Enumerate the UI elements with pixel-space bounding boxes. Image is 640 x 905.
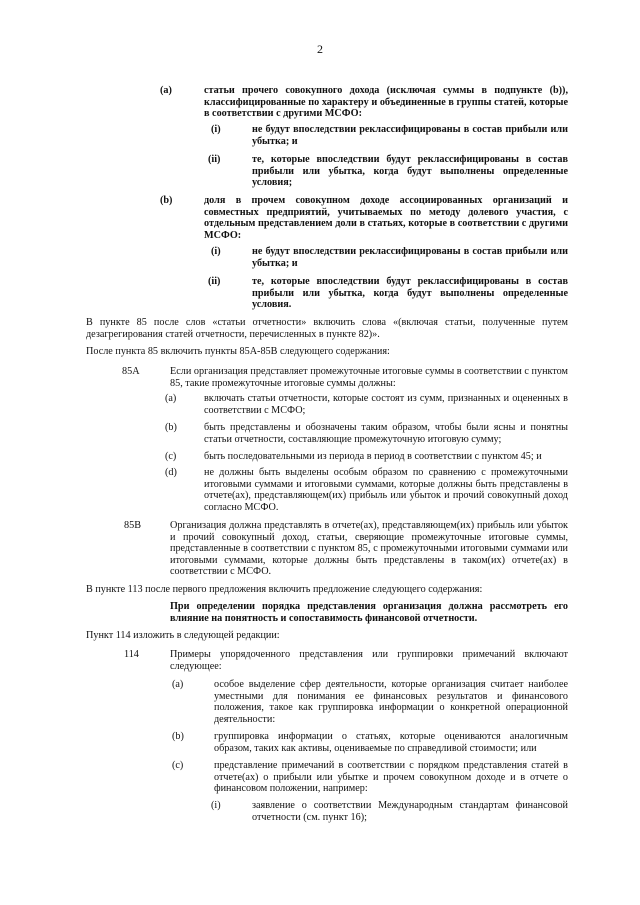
page-number: 2 bbox=[317, 42, 323, 56]
item-text: быть последовательными из периода в период в соответствии с пунктом 45; и bbox=[204, 451, 542, 462]
item-label: (i) bbox=[211, 246, 221, 257]
paragraph: Пункт 114 изложить в следующей редакции: bbox=[86, 630, 280, 641]
item-text: те, которые впоследствии будут реклассифицированы в состав прибыли или убытка, когда будут выполнены определенные условия; bbox=[252, 154, 568, 189]
item-text: не должны быть выделены особым образом по сравнению с промежуточными итоговыми суммами и итоговыми суммами, которые должны быть представлены в отчете(ах), представляющем(их) прибыль или убыток и прочий совокупный доход согласно МСФО. bbox=[204, 467, 568, 513]
item-label: (a) bbox=[165, 393, 177, 404]
item-label: (i) bbox=[211, 124, 221, 135]
item-text: не будут впоследствии реклассифицированы в состав прибыли или убытка; и bbox=[252, 246, 568, 269]
item-text: доля в прочем совокупном доходе ассоциированных организаций и совместных предприятий, учитываемых по методу долевого участия, с отдельным представлением доли в статьях, которые в соответствии с другими МСФО: bbox=[204, 195, 568, 241]
item-label: (d) bbox=[165, 467, 177, 478]
item-text: не будут впоследствии реклассифицированы в состав прибыли или убытка; и bbox=[252, 124, 568, 147]
item-text: заявление о соответствии Международным стандартам финансовой отчетности (см. пункт 16); bbox=[252, 800, 568, 823]
item-text: статьи прочего совокупного дохода (исключая суммы в подпункте (b)), классифицированные по характеру и объединенные в группы статей, которые в соответствии с другими МСФО: bbox=[204, 85, 568, 120]
item-label: (b) bbox=[165, 422, 177, 433]
item-text: быть представлены и обозначены таким образом, чтобы были ясны и понятны статьи отчетности, составляющие промежуточную итоговую сумму; bbox=[204, 422, 568, 445]
item-text: Организация должна представлять в отчете(ах), представляющем(их) прибыль или убыток и прочий совокупный доход, статьи, сверяющие промежуточные итоговые суммы, представленные в соответствии с пунктом 85, с промежуточными итоговыми суммами или итоговыми суммами, которые должны быть представлены в таком(их) отчете(ах) в соответствии с МСФО. bbox=[170, 520, 568, 578]
inserted-sentence: При определении порядка представления организация должна рассмотреть его влияние на понятность и сопоставимость финансовой отчетности. bbox=[170, 601, 568, 624]
item-label: (b) bbox=[160, 195, 173, 206]
item-label: (c) bbox=[172, 760, 184, 771]
item-text: Если организация представляет промежуточные итоговые суммы в соответствии с пунктом 85, такие промежуточные итоговые суммы должны: bbox=[170, 366, 568, 389]
item-label: 85A bbox=[122, 366, 140, 377]
item-text: группировка информации о статьях, которые оцениваются аналогичным образом, таких как активы, оцениваемые по справедливой стоимости; или bbox=[214, 731, 568, 754]
item-text: особое выделение сфер деятельности, которые организация считает наиболее уместными для понимания ее финансовых результатов и финансового положения, такое как группировка информации о конкретной операционной деятельности: bbox=[214, 679, 568, 725]
paragraph: В пункте 113 после первого предложения включить предложение следующего содержания: bbox=[86, 584, 483, 595]
item-label: (a) bbox=[160, 85, 172, 96]
item-label: (i) bbox=[211, 800, 221, 811]
paragraph: После пункта 85 включить пункты 85А-85В следующего содержания: bbox=[86, 346, 390, 357]
item-label: 114 bbox=[124, 649, 139, 660]
item-label: 85B bbox=[124, 520, 141, 531]
item-text: Примеры упорядоченного представления или группировки примечаний включают следующее: bbox=[170, 649, 568, 672]
item-text: включать статьи отчетности, которые состоят из сумм, признанных и оцененных в соответствии с МСФО; bbox=[204, 393, 568, 416]
item-label: (a) bbox=[172, 679, 184, 690]
item-text: представление примечаний в соответствии с порядком представления статей в отчете(ах) о прибыли или убытке и прочем совокупном доходе и в отчете о финансовом положении, например: bbox=[214, 760, 568, 795]
item-text: те, которые впоследствии будут реклассифицированы в состав прибыли или убытка, когда будут выполнены определенные условия. bbox=[252, 276, 568, 311]
item-label: (b) bbox=[172, 731, 184, 742]
item-label: (ii) bbox=[208, 154, 221, 165]
item-label: (ii) bbox=[208, 276, 221, 287]
paragraph: В пункте 85 после слов «статьи отчетности» включить слова «(включая статьи, полученные путем дезагрегирования статей отчетности, перечисленных в пункте 82)». bbox=[86, 317, 568, 340]
item-label: (c) bbox=[165, 451, 177, 462]
